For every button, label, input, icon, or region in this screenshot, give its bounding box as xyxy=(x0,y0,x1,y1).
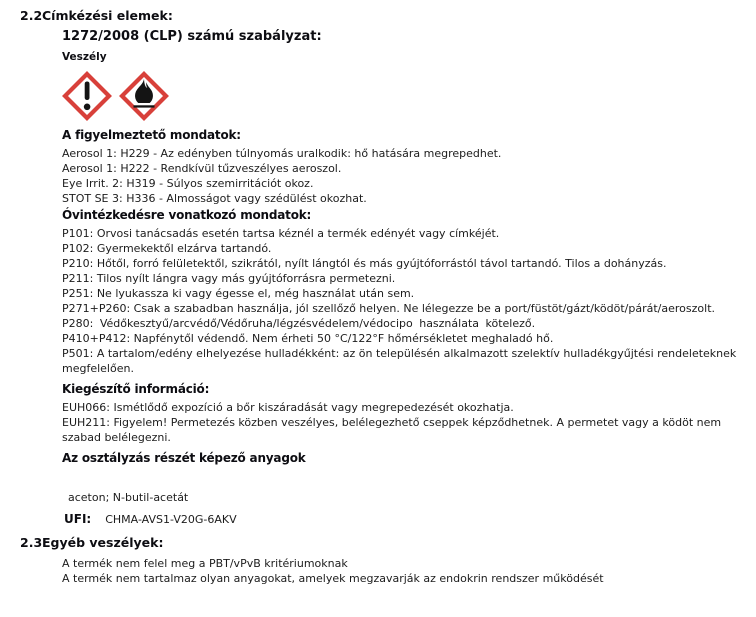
supplementary-statement: EUH066: Ismétlődő expozíció a bőr kiszáradását vagy megrepedezését okozhatja. xyxy=(62,401,514,414)
precaution-statement: P280: Védőkesztyű/arcvédő/Védőruha/légzésvédelem/védocipo használata kötelező. xyxy=(62,317,536,330)
section-2-2-heading xyxy=(0,8,756,23)
supplementary-statement: EUH211: Figyelem! Permetezés közben veszélyes, belélegezhető cseppek képződhetnek. A permetet vagy a ködöt nem szabad belélegezni. xyxy=(62,416,722,444)
ufi-row xyxy=(62,512,750,527)
ghs02-flame-icon xyxy=(119,71,169,121)
ghs-pictograms xyxy=(62,71,750,121)
precaution-statement: P251: Ne lyukassza ki vagy égesse el, még használat után sem. xyxy=(62,287,415,300)
supplementary-info-heading: Kiegészítő információ: xyxy=(62,382,210,396)
section-2-3-heading xyxy=(0,535,756,550)
other-hazard-statement: A termék nem felel meg a PBT/vPvB kritériumoknak xyxy=(62,557,348,570)
section-title: Címkézési elemek: xyxy=(42,8,173,23)
other-hazard-statement: A termék nem tartalmaz olyan anyagokat, amelyek megzavarják az endokrin rendszer működését xyxy=(62,572,604,585)
hazard-statement: Aerosol 1: H229 - Az edényben túlnyomás uralkodik: hő hatására megrepedhet. xyxy=(62,147,502,160)
precaution-statement: P211: Tilos nyílt lángra vagy más gyújtóforrásra permetezni. xyxy=(62,272,396,285)
ghs07-exclamation-icon xyxy=(62,71,112,121)
section-2-2-content xyxy=(62,29,750,527)
signal-word: Veszély xyxy=(62,51,107,63)
precaution-statement: P271+P260: Csak a szabadban használja, jól szellőző helyen. Ne lélegezze be a port/füstöt/gázt/ködöt/párát/aeroszolt. xyxy=(62,302,716,315)
precaution-statement: P102: Gyermekektől elzárva tartandó. xyxy=(62,242,272,255)
precaution-statement: P501: A tartalom/edény elhelyezése hulladékként: az ön településén alkalmazott szelektív hulladékgyűjtési rendeleteknek megfelelően. xyxy=(62,347,737,375)
precaution-statement: P101: Orvosi tanácsadás esetén tartsa kéznél a termék edényét vagy címkéjét. xyxy=(62,227,500,240)
ufi-label: UFI: xyxy=(64,512,92,526)
precaution-statements-heading: Óvintézkedésre vonatkozó mondatok: xyxy=(62,208,312,222)
section-title: Egyéb veszélyek: xyxy=(42,535,164,550)
section-number: 2.3 xyxy=(20,535,43,550)
ufi-value: CHMA-AVS1-V20G-6AKV xyxy=(105,513,237,526)
hazard-statement: Eye Irrit. 2: H319 - Súlyos szemirritációt okoz. xyxy=(62,177,314,190)
section-number: 2.2 xyxy=(20,8,43,23)
classification-substances-heading: Az osztályzás részét képező anyagok xyxy=(62,451,306,465)
section-2-3-content xyxy=(62,556,750,586)
precaution-statement: P410+P412: Napfénytől védendő. Nem érheti 50 °C/122°F hőmérsékletet meghaladó hő. xyxy=(62,332,554,345)
precaution-statement: P210: Hőtől, forró felületektől, szikrától, nyílt lángtól és más gyújtóforrástól távol tartandó. Tilos a dohányzás. xyxy=(62,257,667,270)
hazard-statement: STOT SE 3: H336 - Almosságot vagy szédülést okozhat. xyxy=(62,192,367,205)
clp-regulation-heading: 1272/2008 (CLP) számú szabályzat: xyxy=(62,29,322,44)
hazard-statements-heading: A figyelmeztető mondatok: xyxy=(62,128,241,142)
hazard-statement: Aerosol 1: H222 - Rendkívül tűzveszélyes aeroszol. xyxy=(62,162,342,175)
substances-list: aceton; N-butil-acetát xyxy=(68,491,189,504)
